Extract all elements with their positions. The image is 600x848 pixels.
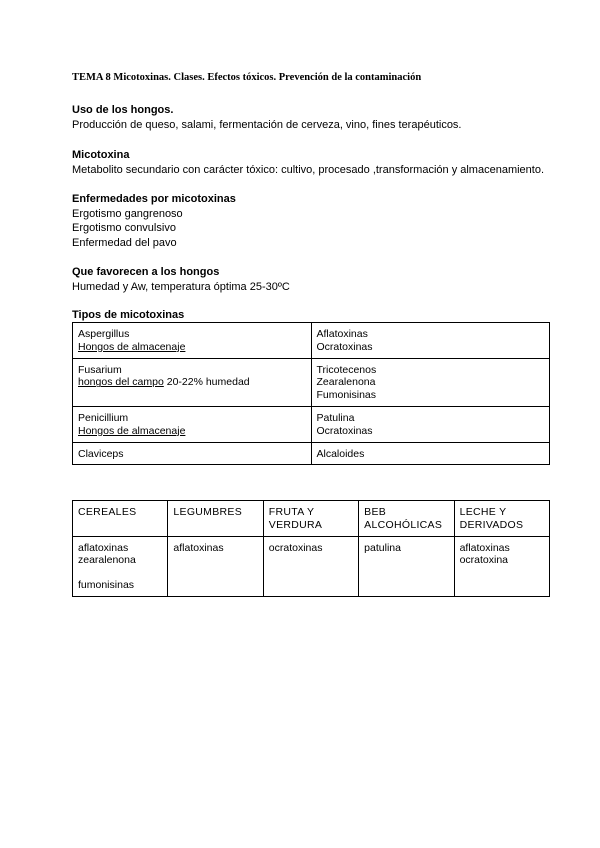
table-cell: Penicillium Hongos de almacenaje [73, 406, 312, 442]
section-text: Metabolito secundario con carácter tóxico: cultivo, procesado ,transformación y almacenamiento. [72, 163, 545, 176]
page-title [72, 72, 421, 83]
section-tipos [72, 308, 184, 323]
table-row [73, 536, 550, 596]
table-cell: Patulina Ocratoxinas [311, 406, 550, 442]
section-text: Producción de queso, salami, fermentación de cerveza, vino, fines terapéuticos. [72, 118, 462, 131]
table-cell: Aspergillus Hongos de almacenaje [73, 323, 312, 359]
column-header: LEGUMBRES [168, 501, 263, 537]
table-row [73, 323, 550, 359]
table-row [73, 406, 550, 442]
list-item: Enfermedad del pavo [72, 236, 177, 249]
title-number: TEMA 8 [72, 72, 111, 83]
table-header-row [73, 501, 550, 537]
table-cell: ocratoxinas [263, 536, 358, 596]
section-text: Humedad y Aw, temperatura óptima 25-30ºC [72, 280, 290, 293]
section-heading: Que favorecen a los hongos [72, 266, 220, 278]
column-header: LECHE Y DERIVADOS [454, 501, 549, 537]
table-cell: aflatoxinas ocratoxina [454, 536, 549, 596]
table-cell: patulina [359, 536, 454, 596]
section-uso [72, 103, 462, 132]
column-header: CEREALES [73, 501, 168, 537]
tipos-micotoxinas-table [72, 322, 550, 465]
table-row [73, 442, 550, 465]
section-heading: Tipos de micotoxinas [72, 309, 185, 321]
section-micotoxina [72, 148, 544, 177]
table-cell: Aflatoxinas Ocratoxinas [311, 323, 550, 359]
column-header: FRUTA Y VERDURA [263, 501, 358, 537]
section-enfermedades [72, 192, 236, 250]
section-heading: Micotoxina [72, 149, 130, 161]
title-text: Micotoxinas. Clases. Efectos tóxicos. Prevención de la contaminación [113, 72, 422, 83]
section-heading: Enfermedades por micotoxinas [72, 193, 236, 205]
section-heading: Uso de los hongos. [72, 104, 174, 116]
list-item: Ergotismo convulsivo [72, 222, 176, 235]
column-header: BEB ALCOHÓLICAS [359, 501, 454, 537]
list-item: Ergotismo gangrenoso [72, 207, 183, 220]
table-cell: aflatoxinas [168, 536, 263, 596]
table-cell: Tricotecenos Zearalenona Fumonisinas [311, 358, 550, 406]
table-cell: aflatoxinas zearalenona fumonisinas [73, 536, 168, 596]
table-cell: Fusarium hongos del campo 20-22% humedad [73, 358, 312, 406]
alimentos-micotoxinas-table [72, 500, 550, 597]
table-cell: Alcaloides [311, 442, 550, 465]
table-row [73, 358, 550, 406]
section-favorece [72, 265, 290, 294]
table-cell: Claviceps [73, 442, 312, 465]
